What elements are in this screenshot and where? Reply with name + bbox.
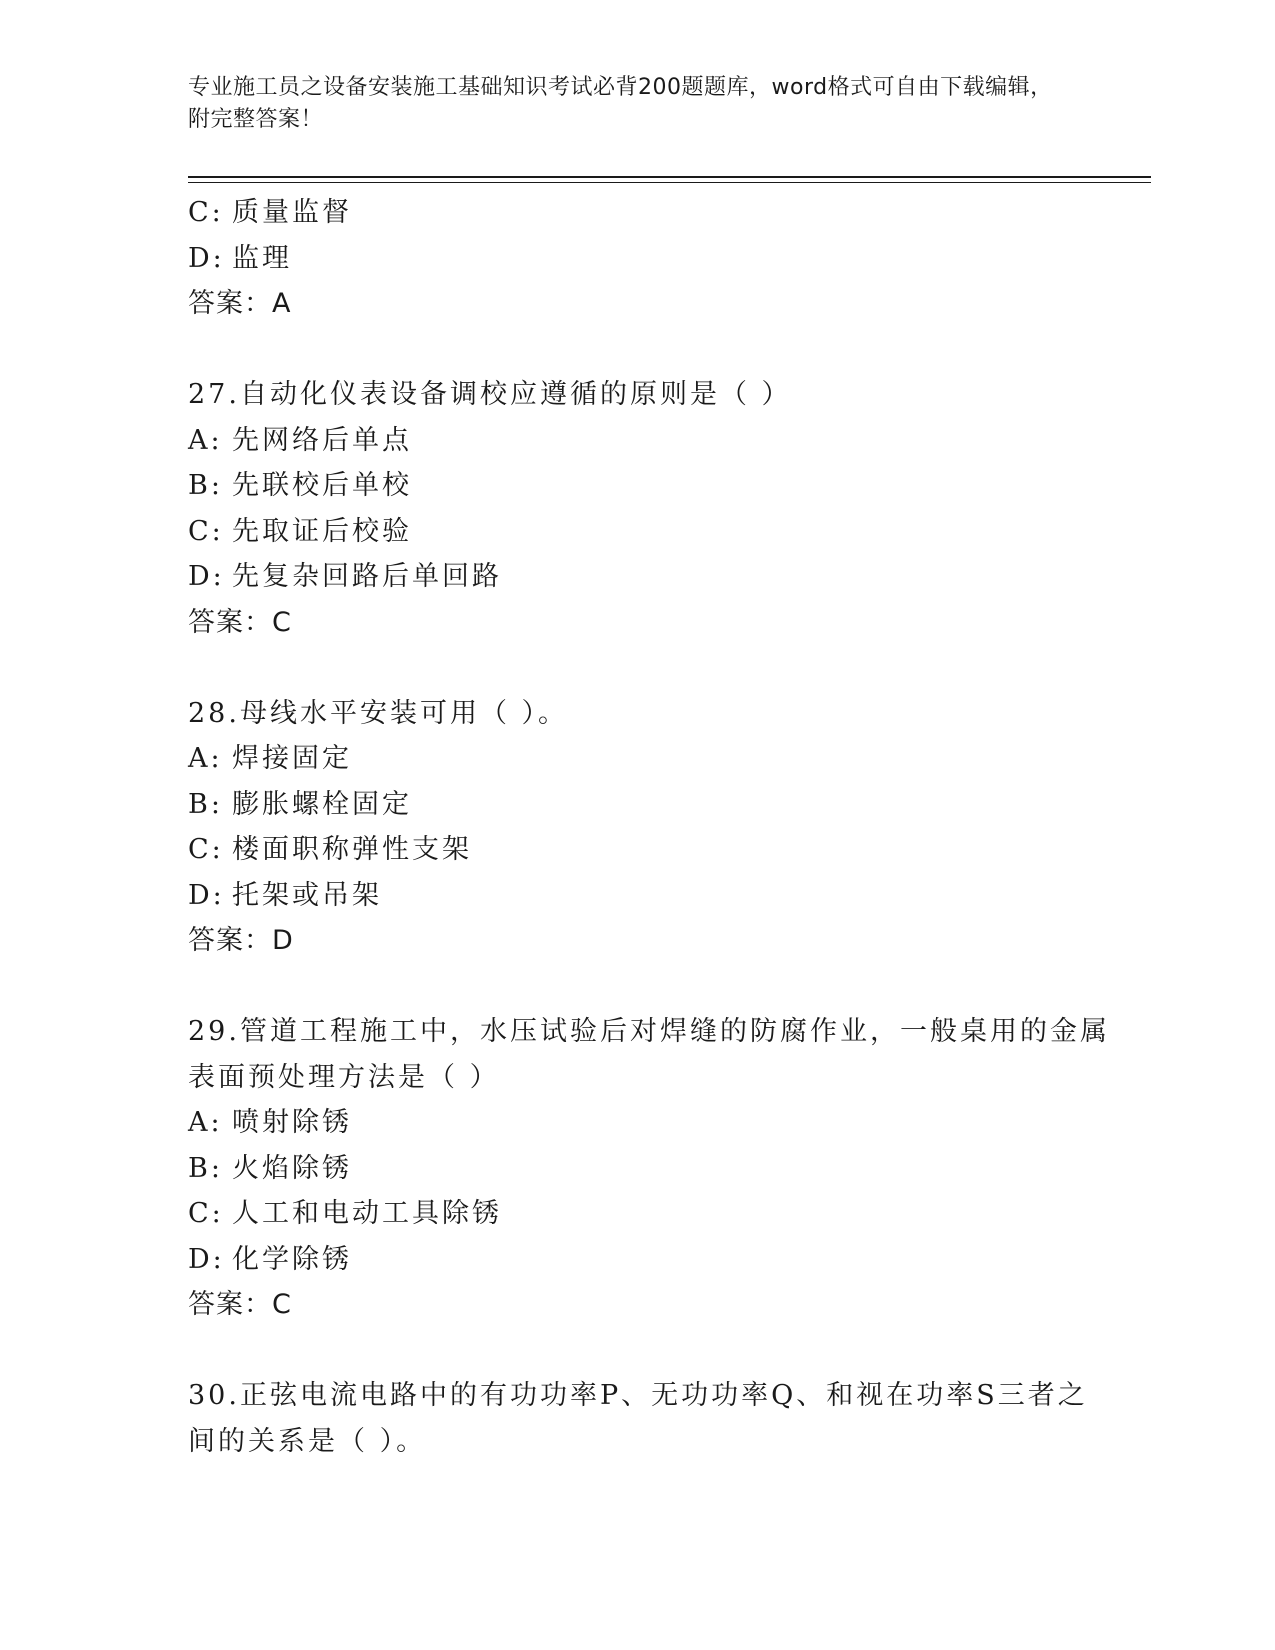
- question-27: [188, 372, 1088, 645]
- option-a: A: 喷射除锈: [188, 1107, 352, 1138]
- spacer: [188, 964, 1088, 1010]
- header-title: 专业施工员之设备安装施工基础知识考试必背200题题库，word格式可自由下载编辑，附完整答案！: [188, 75, 1053, 132]
- option-a: A: 先网络后单点: [188, 424, 412, 456]
- spacer: [188, 327, 1088, 373]
- spacer: [188, 645, 1088, 691]
- spacer: [188, 1328, 1088, 1374]
- option-b: B: 火焰除锈: [188, 1152, 352, 1184]
- option-c: C: 质量监督: [188, 197, 352, 228]
- answer: 答案：C: [188, 606, 292, 638]
- header-divider-thin: [188, 182, 1151, 183]
- answer: 答案：C: [188, 1289, 292, 1320]
- option-b: B: 先联校后单校: [188, 470, 412, 501]
- option-d: D: 先复杂回路后单回路: [188, 561, 502, 592]
- answer: 答案：A: [188, 288, 292, 319]
- question-29: [188, 1009, 1110, 1328]
- question-30: [188, 1373, 1088, 1464]
- option-c: C: 人工和电动工具除锈: [188, 1198, 502, 1229]
- question-stem-line-2: 间的关系是（ ）。: [188, 1425, 427, 1457]
- question-stem: 28.母线水平安装可用（ ）。: [188, 697, 569, 729]
- option-b: B: 膨胀螺栓固定: [188, 788, 412, 820]
- question-stem-line-2: 表面预处理方法是（ ）: [188, 1061, 500, 1093]
- option-d: D: 托架或吊架: [188, 879, 382, 911]
- page-header: [188, 72, 1068, 136]
- question-content: [188, 190, 1110, 1464]
- option-c: C: 先取证后校验: [188, 515, 412, 547]
- header-divider-thick: [188, 176, 1151, 178]
- answer: 答案：D: [188, 925, 294, 956]
- option-d: D: 监理: [188, 242, 292, 274]
- question-stem-line-1: 30.正弦电流电路中的有功功率P、无功功率Q、和视在功率S三者之: [188, 1380, 1088, 1411]
- question-28: [188, 691, 1088, 964]
- option-c: C: 楼面职称弹性支架: [188, 834, 472, 865]
- question-26-continuation: [188, 190, 1088, 327]
- question-stem: 27.自动化仪表设备调校应遵循的原则是（ ）: [188, 379, 792, 410]
- option-a: A: 焊接固定: [188, 743, 352, 774]
- option-d: D: 化学除锈: [188, 1243, 352, 1275]
- question-stem-line-1: 29.管道工程施工中，水压试验后对焊缝的防腐作业，一般桌用的金属: [188, 1016, 1110, 1047]
